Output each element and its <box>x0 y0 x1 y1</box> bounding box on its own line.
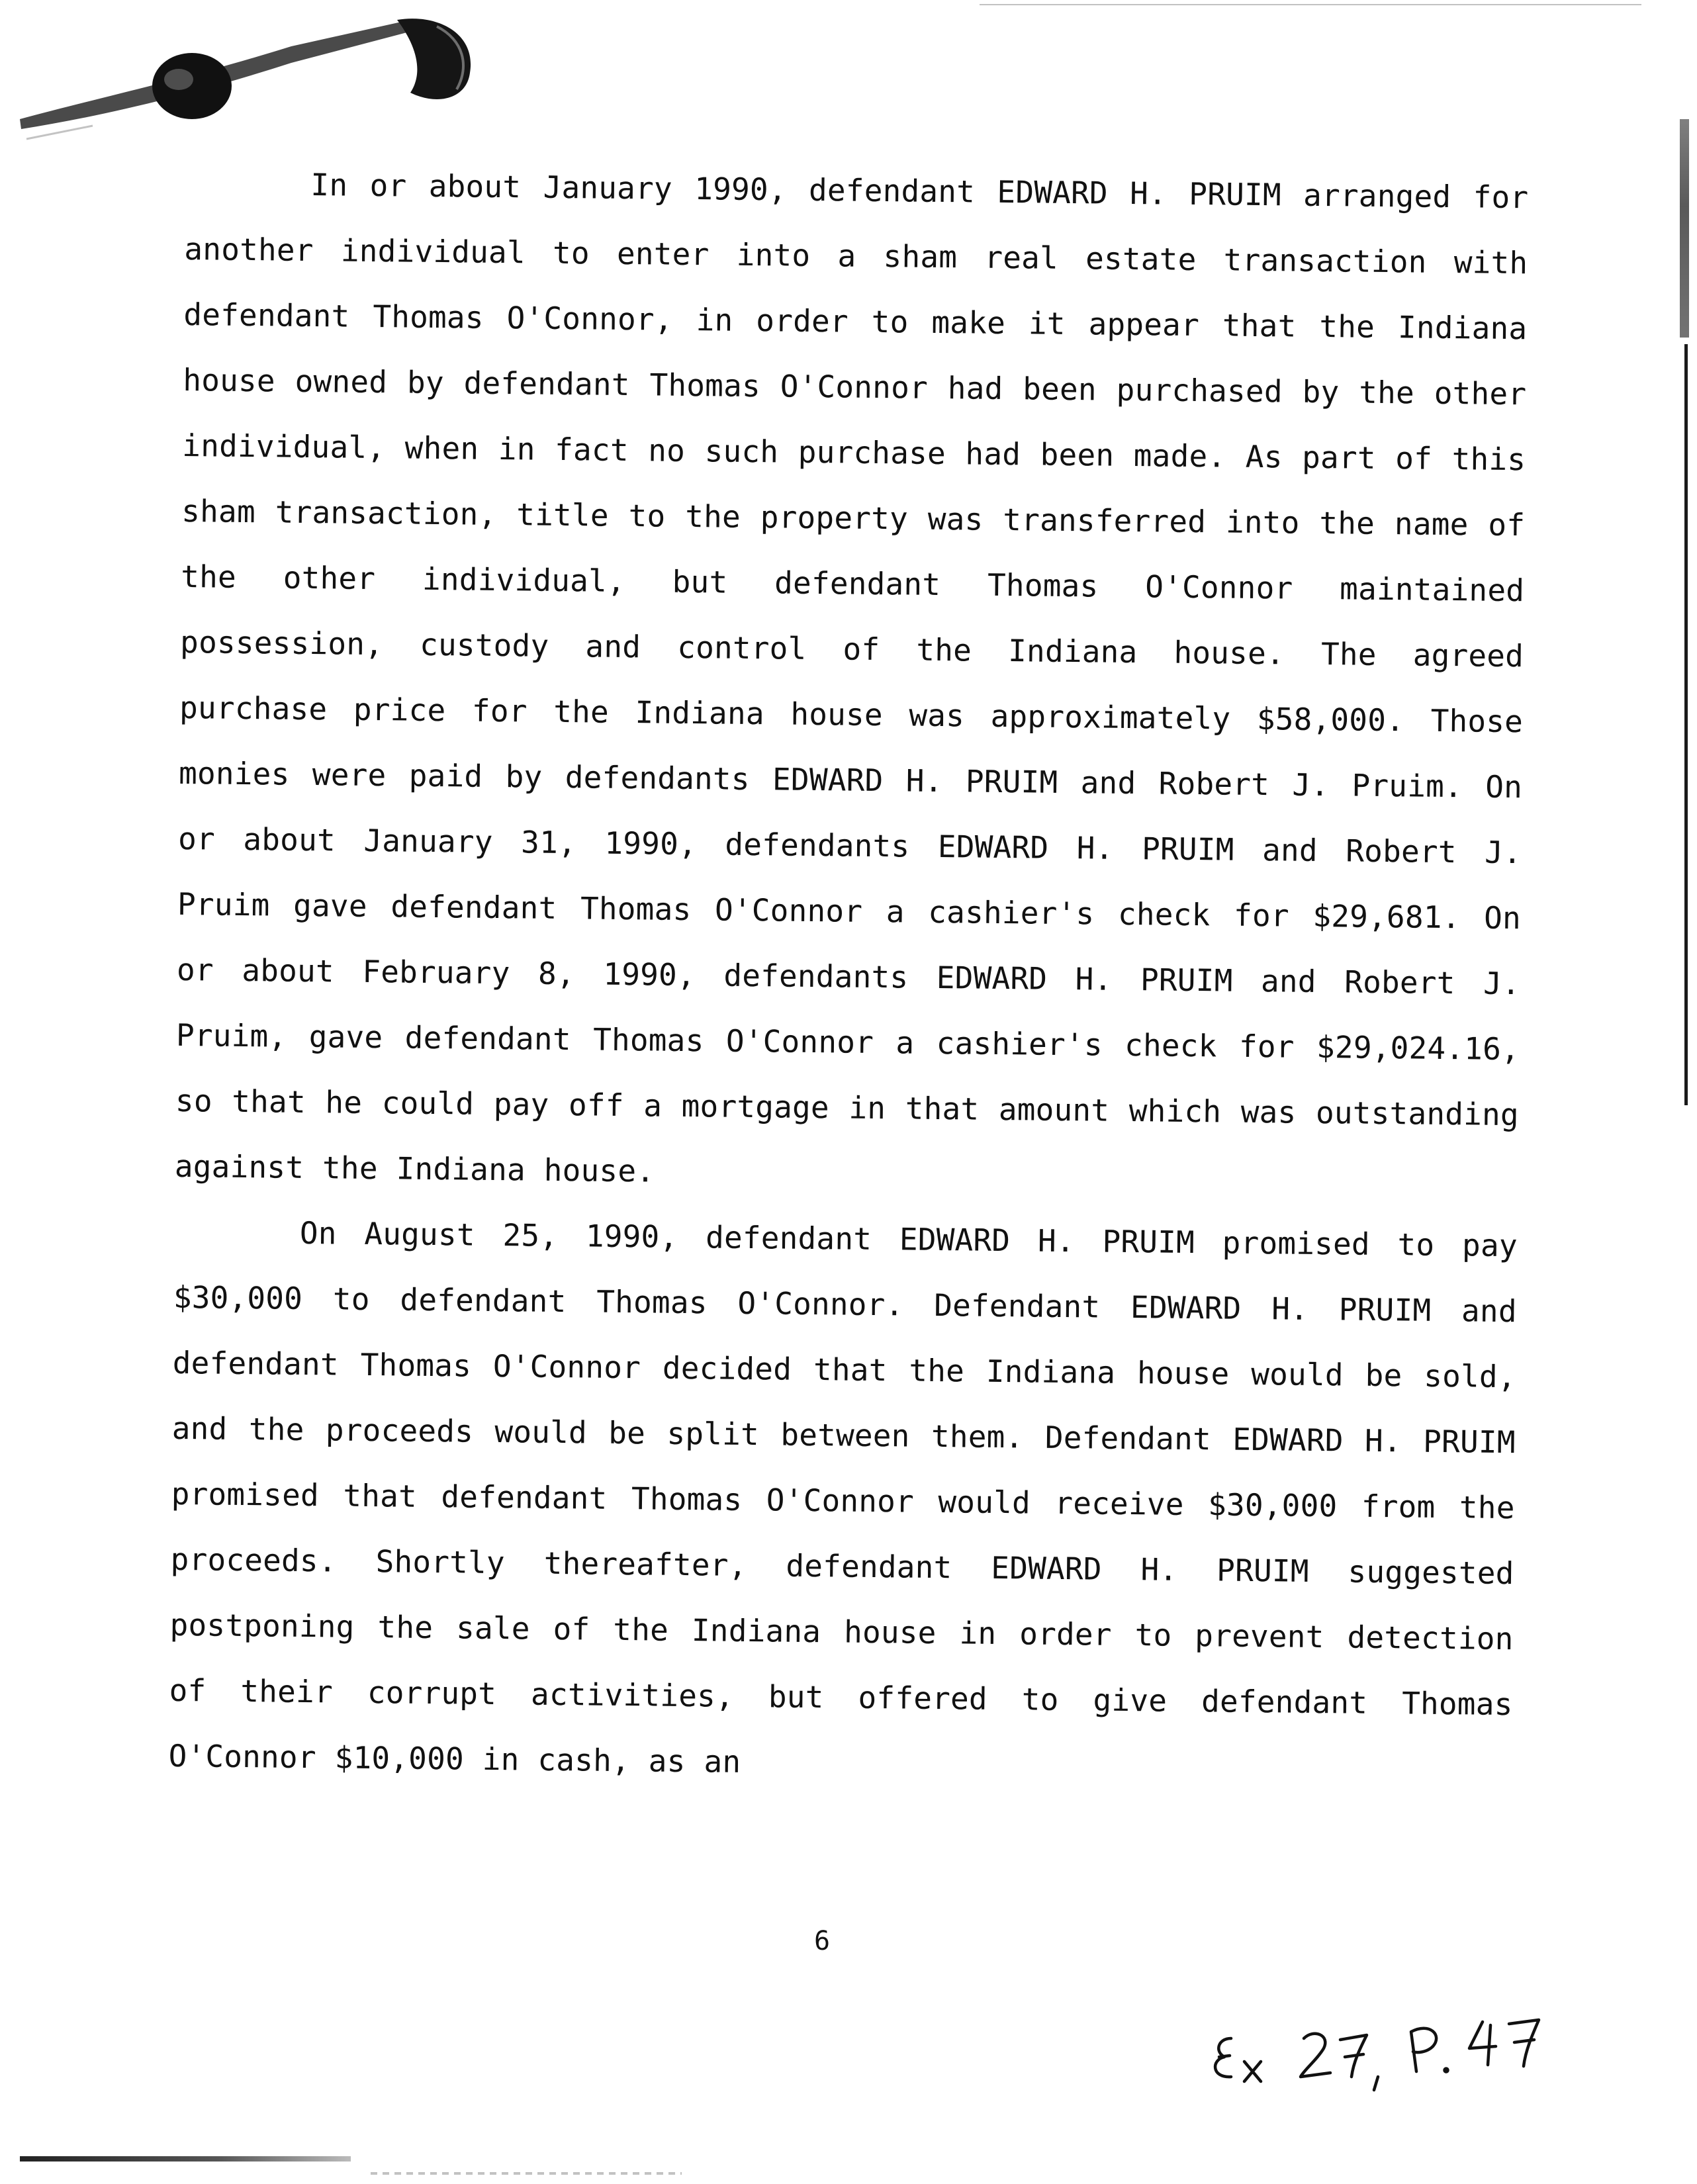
page-number: 6 <box>814 1926 831 1956</box>
paragraph-2: On August 25, 1990, defendant EDWARD H. PRUIM promised to pay $30,000 to defendant Thomas O'Connor. Defendant EDWARD H. PRUIM and defendant Thomas O'Connor decided that the Indiana house would be sold, and the proceeds would be split between them. Defendant EDWARD H. PRUIM promised that defendant Thomas O'Connor would receive $30,000 from the proceeds. Shortly thereafter, defendant EDWARD H. PRUIM suggested postponing the sale of the Indiana house in order to prevent detection of their corrupt activities, but offered to give defendant Thomas O'Connor $10,000 in cash, as an <box>168 1214 1518 1780</box>
handwritten-exhibit-note <box>1205 1999 1575 2105</box>
body-text <box>168 151 1529 1803</box>
scan-smudge-image <box>13 7 503 152</box>
scan-line-bottom-faint <box>371 2172 682 2175</box>
paragraph-1: In or about January 1990, defendant EDWARD H. PRUIM arranged for another individual to enter into a sham real estate transaction with defendant Thomas O'Connor, in order to make it appear that the Indiana house owned by defendant Thomas O'Connor had been purchased by the other individual, when in fact no such purchase had been made. As part of this sham transaction, title to the property was transferred into the name of the other individual, but defendant Thomas O'Connor maintained possession, custody and control of the Indiana house. The agreed purchase price for the Indiana house was approximately $58,000. Those monies were paid by defendants EDWARD H. PRUIM and Robert J. Pruim. On or about January 31, 1990, defendants EDWARD H. PRUIM and Robert J. Pruim gave defendant Thomas O'Connor a cashier's check for $29,681. On or about February 8, 1990, defendants EDWARD H. PRUIM and Robert J. Pruim, gave defendant Thomas O'Connor a cashier's check for $29,024.16, so that he could pay off a mortgage in that amount which was outstanding against the Indiana house. <box>174 166 1529 1189</box>
scan-line-bottom <box>20 2156 351 2161</box>
scan-edge-mark <box>1680 119 1689 338</box>
scan-edge-line <box>1684 344 1688 1105</box>
scan-line-top <box>980 4 1641 5</box>
